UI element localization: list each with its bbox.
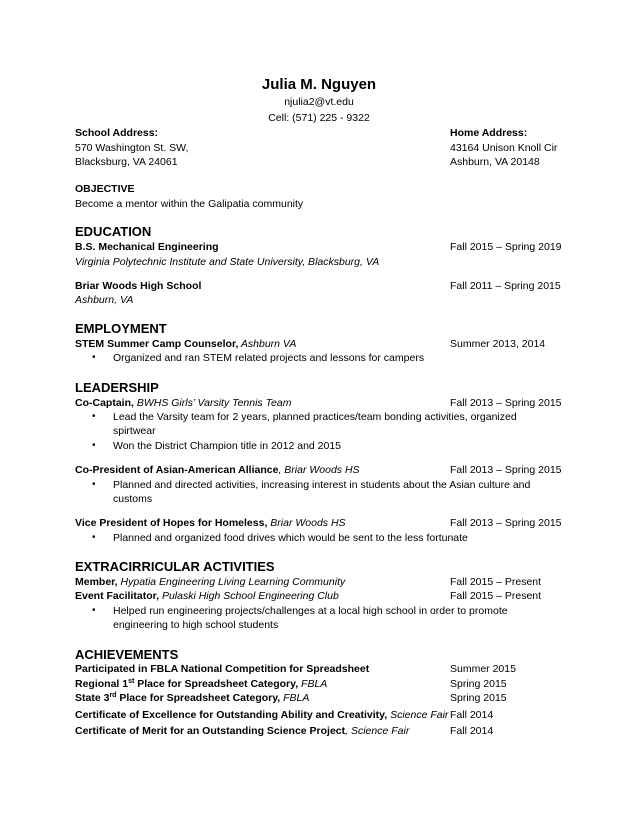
extracurricular-org: Pulaski High School Engineering Club (159, 590, 339, 602)
achievement-date: Spring 2015 (450, 692, 507, 704)
extracurricular-bullet-text-cont: engineering to high school students (113, 619, 279, 631)
achievement-title-part: Certificate of Merit for an Outstanding Science Project (75, 725, 346, 737)
leadership-dates: Fall 2013 – Spring 2015 (450, 464, 562, 476)
leadership-role: Vice President of Hopes for Homeless, (75, 517, 268, 529)
extracurricular-dates: Fall 2015 – Present (450, 576, 542, 588)
achievement-date: Fall 2014 (450, 725, 494, 737)
achievement-title (75, 691, 309, 705)
employment-bullet-text: Organized and ran STEM related projects and lessons for campers (113, 352, 425, 364)
phone-text: Cell: (571) 225 - 9322 (268, 112, 370, 124)
school-address-label: School Address: (75, 127, 159, 139)
leadership-role: Co-President of Asian-American Alliance (75, 464, 279, 476)
home-address-label: Home Address: (450, 127, 528, 139)
school-address-line1: 570 Washington St. SW, (75, 142, 189, 154)
extracurricular-entry-title (75, 589, 339, 603)
leadership-org: BWHS Girls’ Varsity Tennis Team (133, 397, 292, 409)
achievement-title-part: Place for Spreadsheet Category, (116, 692, 281, 704)
leadership-dates: Fall 2013 – Spring 2015 (450, 517, 562, 529)
leadership-bullet-text: Planned and directed activities, increasing interest in students about the Asian culture and (113, 479, 531, 491)
leadership-bullet-text: Planned and organized food drives which would be sent to the less fortunate (113, 532, 468, 544)
achievement-title-part: Certificate of Excellence for Outstanding Ability and Creativity, (75, 709, 388, 721)
achievement-org: Science Fair (387, 709, 449, 721)
extracurricular-heading: EXTRACIRRICULAR ACTIVITIES (75, 559, 275, 574)
leadership-entry-title (75, 516, 346, 530)
achievement-title-part: State 3 (75, 692, 110, 704)
achievement-date: Summer 2015 (450, 663, 516, 675)
education-highschool: Briar Woods High School (75, 280, 202, 292)
leadership-bullet-text-cont: spirtwear (113, 425, 156, 437)
leadership-entry-title (75, 396, 291, 410)
email-text: njulia2@vt.edu (284, 96, 354, 108)
bullet-icon: • (92, 532, 96, 543)
achievement-date: Fall 2014 (450, 709, 494, 721)
employment-dates: Summer 2013, 2014 (450, 338, 546, 350)
education-university: Virginia Polytechnic Institute and State University, Blacksburg, VA (75, 256, 380, 268)
extracurricular-role: Event Facilitator, (75, 590, 160, 602)
resume-name: Julia M. Nguyen (261, 76, 377, 93)
education-highschool-dates: Fall 2011 – Spring 2015 (450, 280, 561, 292)
employment-entry-title (75, 337, 296, 351)
achievements-heading: ACHIEVEMENTS (75, 647, 179, 662)
achievement-org: , Science Fair (345, 725, 410, 737)
achievement-ordinal: st (128, 678, 135, 685)
education-degree: B.S. Mechanical Engineering (75, 241, 219, 253)
achievement-title (75, 724, 409, 738)
bullet-icon: • (92, 440, 96, 451)
bullet-icon: • (92, 411, 96, 422)
extracurricular-dates: Fall 2015 – Present (450, 590, 542, 602)
achievement-title (75, 708, 448, 722)
leadership-entry-title (75, 463, 360, 477)
employment-location: Ashburn VA (238, 338, 297, 350)
extracurricular-entry-title (75, 575, 345, 589)
education-degree-dates: Fall 2015 – Spring 2019 (450, 241, 562, 253)
extracurricular-role: Member, (75, 576, 118, 588)
leadership-org: , Briar Woods HS (278, 464, 360, 476)
achievement-org: FBLA (298, 678, 328, 690)
achievement-ordinal: rd (109, 692, 117, 699)
extracurricular-org: Hypatia Engineering Living Learning Community (117, 576, 346, 588)
achievement-title-part: Place for Spreadsheet Category, (134, 678, 299, 690)
achievement-title: Participated in FBLA National Competition for Spreadsheet (75, 663, 370, 675)
objective-text: Become a mentor within the Galipatia community (75, 198, 304, 210)
school-address-line2: Blacksburg, VA 24061 (75, 156, 178, 168)
achievement-title-part: Regional 1 (75, 678, 129, 690)
leadership-bullet-text: Won the District Champion title in 2012 and 2015 (113, 440, 342, 452)
achievement-title (75, 677, 327, 691)
home-address-line1: 43164 Unison Knoll Cir (450, 142, 558, 154)
extracurricular-bullet-text: Helped run engineering projects/challenges at a local high school in order to promote (113, 605, 508, 617)
achievement-org: FBLA (280, 692, 310, 704)
objective-heading: OBJECTIVE (75, 183, 135, 195)
employment-role: STEM Summer Camp Counselor, (75, 338, 239, 350)
leadership-bullet-text-cont: customs (113, 493, 153, 505)
leadership-org: Briar Woods HS (267, 517, 346, 529)
education-highschool-location: Ashburn, VA (75, 294, 134, 306)
bullet-icon: • (92, 479, 96, 490)
leadership-role: Co-Captain, (75, 397, 134, 409)
education-heading: EDUCATION (75, 224, 152, 239)
bullet-icon: • (92, 605, 96, 616)
home-address-line2: Ashburn, VA 20148 (450, 156, 540, 168)
achievement-date: Spring 2015 (450, 678, 507, 690)
employment-heading: EMPLOYMENT (75, 321, 167, 336)
leadership-bullet-text: Lead the Varsity team for 2 years, planned practices/team bonding activities, organized (113, 411, 517, 423)
leadership-dates: Fall 2013 – Spring 2015 (450, 397, 562, 409)
bullet-icon: • (92, 352, 96, 363)
leadership-heading: LEADERSHIP (75, 380, 159, 395)
